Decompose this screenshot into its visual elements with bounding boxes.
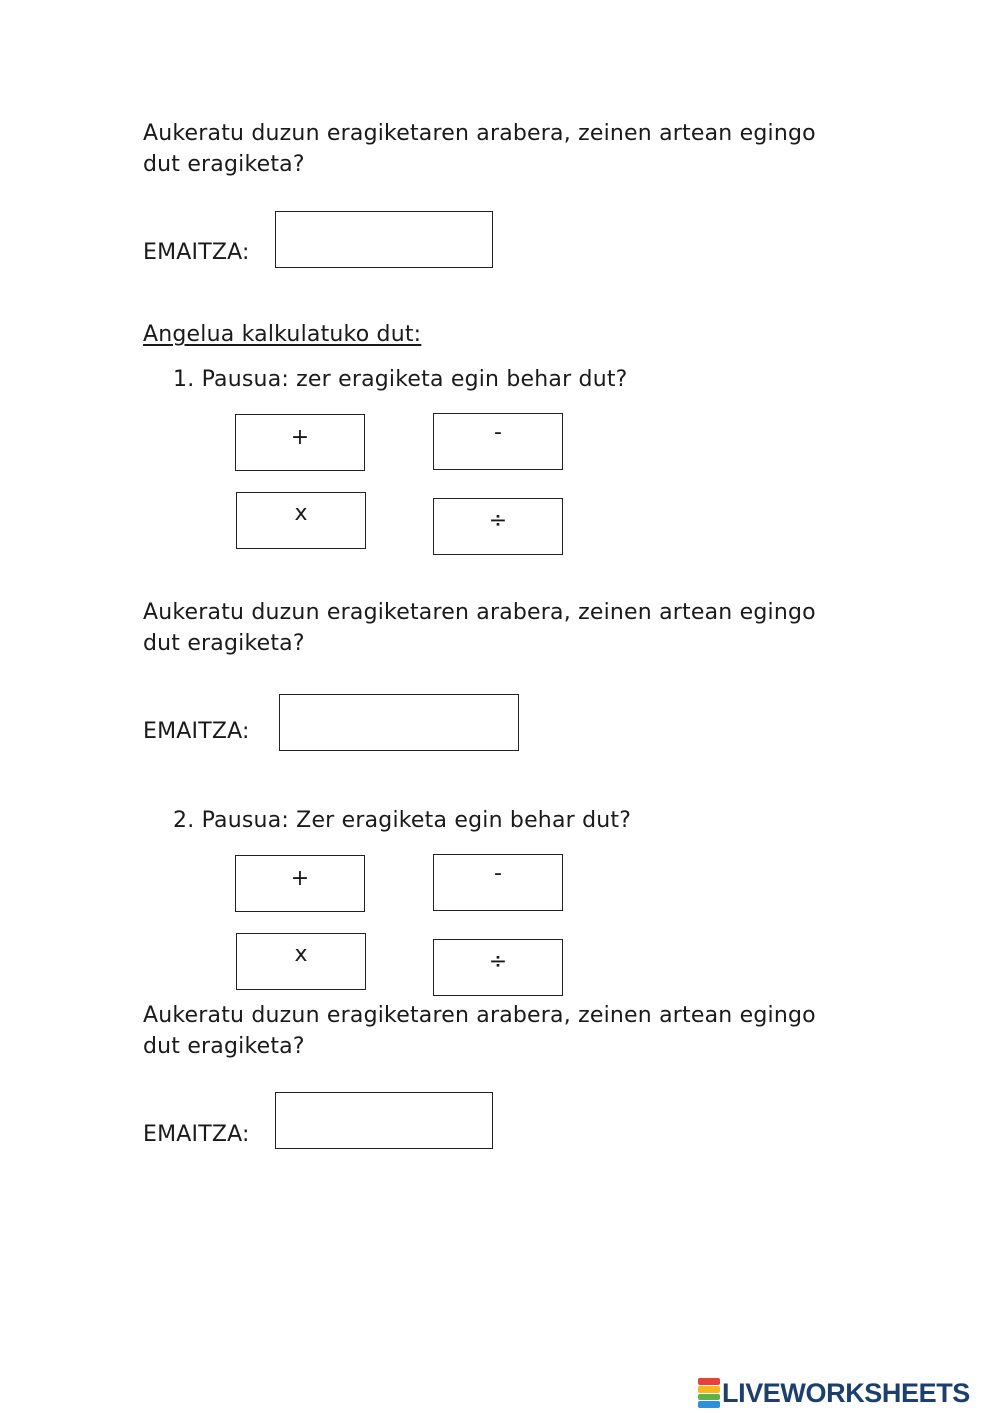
step1-plus-button[interactable] bbox=[235, 414, 365, 471]
result-input-box[interactable] bbox=[275, 1092, 493, 1149]
angle-heading: Angelua kalkulatuko dut: bbox=[143, 322, 422, 347]
liveworksheets-logo bbox=[698, 1376, 970, 1410]
plus-symbol: + bbox=[290, 866, 310, 891]
question-line-1: Aukeratu duzun eragiketaren arabera, zeinen artean egingo bbox=[143, 121, 816, 146]
question-line-1: Aukeratu duzun eragiketaren arabera, zeinen artean egingo bbox=[143, 1003, 816, 1028]
minus-symbol: - bbox=[494, 861, 502, 886]
plus-symbol: + bbox=[290, 425, 310, 450]
step1-minus-button[interactable] bbox=[433, 413, 563, 470]
result-label: EMAITZA: bbox=[143, 719, 250, 744]
step1-title: 1. Pausua: zer eragiketa egin behar dut? bbox=[173, 367, 628, 392]
multiply-symbol: x bbox=[294, 942, 308, 967]
step2-multiply-button[interactable] bbox=[236, 933, 366, 990]
question-line-2: dut eragiketa? bbox=[143, 152, 305, 177]
step1-divide-button[interactable] bbox=[433, 498, 563, 555]
step2-divide-button[interactable] bbox=[433, 939, 563, 996]
brand-name: LIVEWORKSHEETS bbox=[722, 1377, 970, 1408]
step2-minus-button[interactable] bbox=[433, 854, 563, 911]
logo-icon bbox=[698, 1378, 720, 1408]
divide-symbol: ÷ bbox=[488, 508, 508, 533]
logo-block bbox=[698, 1401, 720, 1408]
minus-symbol: - bbox=[494, 420, 502, 445]
logo-block bbox=[698, 1394, 720, 1401]
result-input-box[interactable] bbox=[275, 211, 493, 268]
step2-plus-button[interactable] bbox=[235, 855, 365, 912]
question-line-2: dut eragiketa? bbox=[143, 1034, 305, 1059]
logo-block bbox=[698, 1386, 720, 1393]
result-label: EMAITZA: bbox=[143, 1122, 250, 1147]
multiply-symbol: x bbox=[294, 501, 308, 526]
step2-title: 2. Pausua: Zer eragiketa egin behar dut? bbox=[173, 808, 632, 833]
result-label: EMAITZA: bbox=[143, 240, 250, 265]
question-line-2: dut eragiketa? bbox=[143, 631, 305, 656]
result-input-box[interactable] bbox=[279, 694, 519, 751]
logo-block bbox=[698, 1378, 720, 1385]
question-line-1: Aukeratu duzun eragiketaren arabera, zeinen artean egingo bbox=[143, 600, 816, 625]
divide-symbol: ÷ bbox=[488, 949, 508, 974]
step1-multiply-button[interactable] bbox=[236, 492, 366, 549]
